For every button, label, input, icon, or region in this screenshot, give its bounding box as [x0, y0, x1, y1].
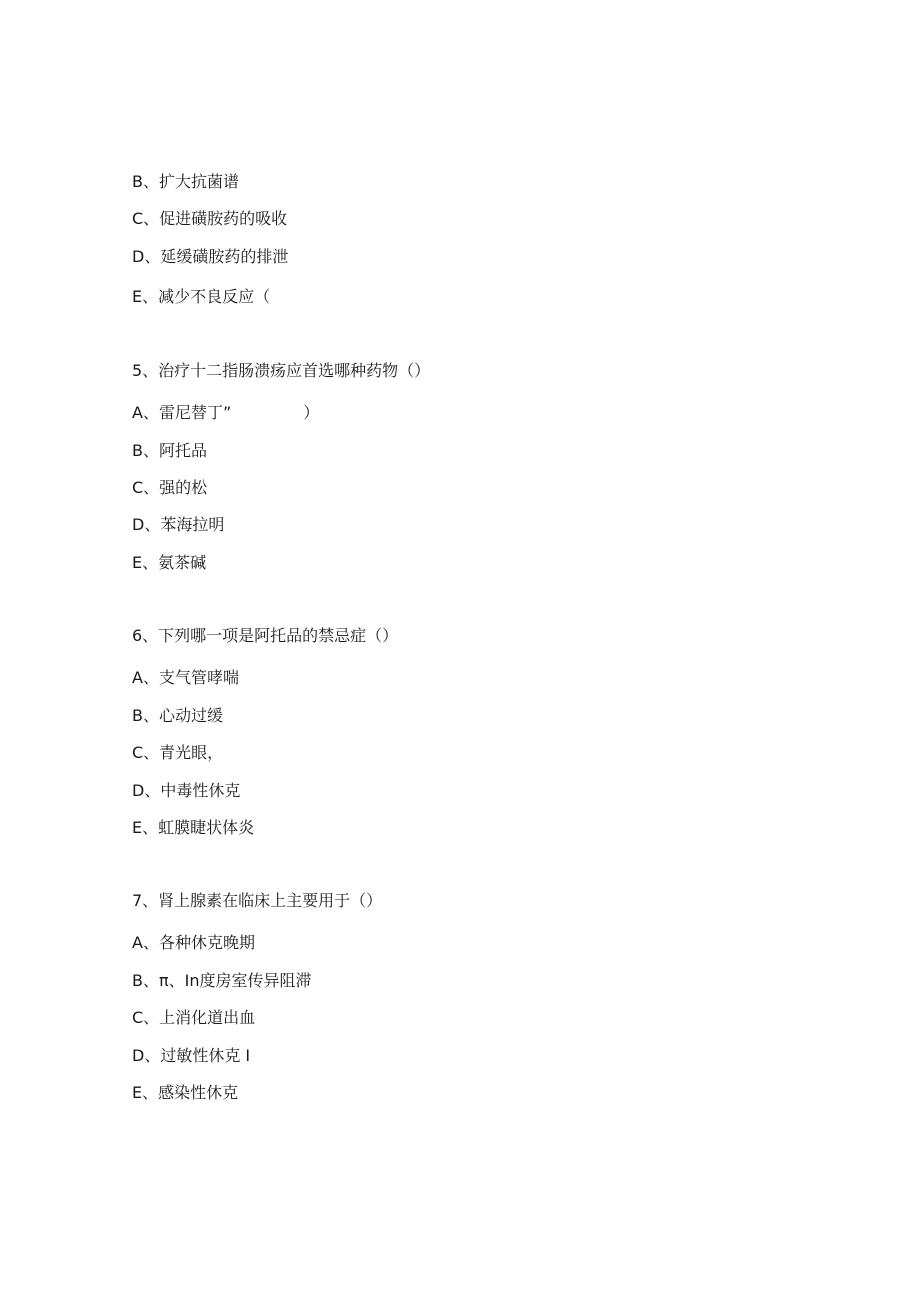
q5-option-b: B、阿托品: [132, 441, 207, 460]
q6-option-c: C、青光眼，: [132, 743, 224, 762]
q4-option-d: D、延缓磺胺药的排泄: [132, 247, 289, 266]
q6-option-d: D、中毒性休克: [132, 781, 241, 800]
q5-option-a: [132, 403, 319, 423]
q5-option-a-text: A、雷尼替丁”: [132, 403, 232, 422]
q5-option-d: D、苯海拉明: [132, 515, 225, 534]
q5-option-c: C、强的松: [132, 478, 208, 497]
q7-option-d: D、过敏性休克 I: [132, 1046, 251, 1065]
q4-option-c: C、促进磺胺药的吸收: [132, 209, 288, 228]
q7-option-e: E、感染性休克: [132, 1083, 239, 1102]
q5-option-e: E、氨茶碱: [132, 553, 207, 572]
q7-option-a: A、各种休克晚期: [132, 933, 255, 952]
q7-option-b: B、π、In度房室传异阻滞: [132, 971, 312, 990]
q5-option-a-paren: ）: [303, 403, 320, 422]
q4-option-e: E、减少不良反应（: [132, 287, 271, 306]
q7-stem: 7、肾上腺素在临床上主要用于（）: [132, 891, 383, 910]
q6-option-a: A、支气管哮喘: [132, 668, 239, 687]
q6-option-e: E、虹膜睫状体炎: [132, 818, 255, 837]
q6-option-b: B、心动过缓: [132, 706, 223, 725]
q7-option-c: C、上消化道出血: [132, 1008, 256, 1027]
q4-option-b: B、扩大抗菌谱: [132, 172, 239, 191]
q5-stem: 5、治疗十二指肠溃疡应首选哪种药物（）: [132, 361, 431, 380]
q6-stem: 6、下列哪一项是阿托品的禁忌症（）: [132, 626, 399, 645]
